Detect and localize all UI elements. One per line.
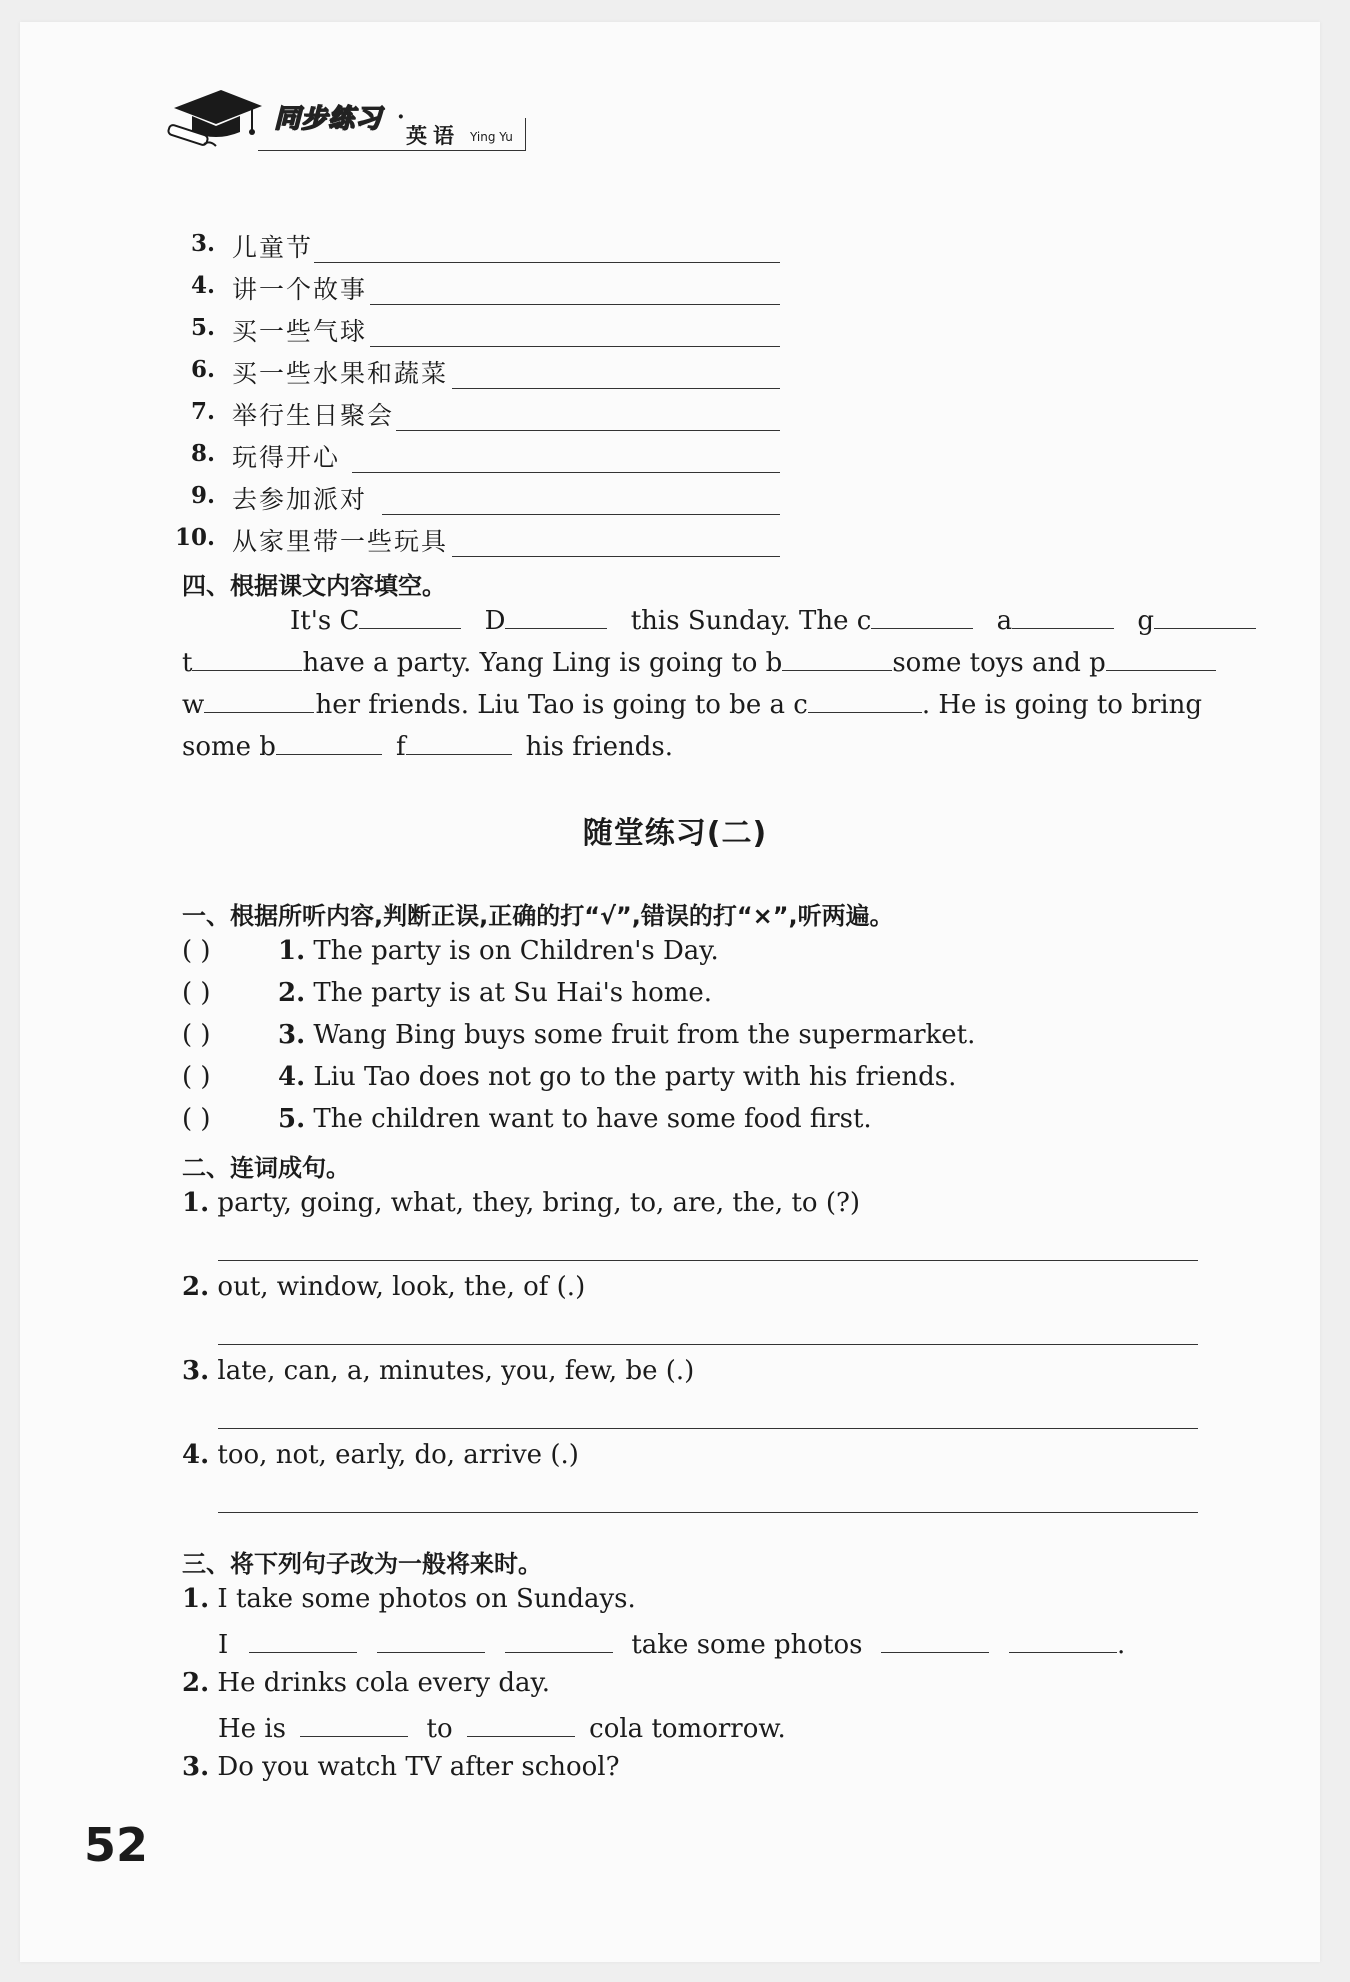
vocab-chinese: 从家里带一些玩具 — [232, 527, 449, 556]
item-number: 2. — [182, 1272, 210, 1302]
section-heading: 三、将下列句子改为一般将来时。 — [182, 1550, 542, 1578]
answer-parentheses[interactable]: ( ) — [182, 978, 211, 1008]
question-item — [182, 1668, 550, 1698]
fill-blank[interactable] — [406, 728, 512, 755]
item-number: 3. — [182, 1752, 210, 1782]
item-number: 2. — [278, 978, 306, 1008]
section-heading: 二、连词成句。 — [182, 1154, 350, 1182]
subject-pinyin: Ying Yu — [470, 130, 513, 144]
fill-blank[interactable] — [192, 644, 302, 671]
passage-text: g — [1137, 606, 1154, 636]
passage-line — [182, 726, 1202, 768]
item-text: He drinks cola every day. — [217, 1668, 551, 1698]
answer-blank[interactable] — [352, 472, 780, 473]
item-text: Liu Tao does not go to the party with his friends. — [313, 1062, 957, 1092]
passage-text: some toys and p — [892, 648, 1106, 678]
fill-blank[interactable] — [300, 1710, 408, 1737]
page-number: 52 — [84, 1818, 149, 1872]
passage-text: It's C — [290, 606, 360, 636]
item-number: 1. — [182, 1584, 210, 1614]
passage-line — [182, 642, 1202, 684]
fill-blank[interactable] — [871, 602, 973, 629]
fill-blank[interactable] — [276, 728, 382, 755]
vocab-number: 9. — [190, 482, 215, 509]
question-item — [182, 1752, 620, 1782]
item-number: 4. — [278, 1062, 306, 1092]
fill-blank[interactable] — [249, 1626, 357, 1653]
answer-blank[interactable] — [396, 430, 780, 431]
passage-text: his friends. — [525, 732, 673, 762]
answer-parentheses[interactable]: ( ) — [182, 1104, 211, 1134]
fill-blank[interactable] — [1154, 602, 1256, 629]
answer-parentheses[interactable]: ( ) — [182, 1020, 211, 1050]
item-number: 3. — [182, 1356, 210, 1386]
item-number: 1. — [278, 936, 306, 966]
item-text: late, can, a, minutes, you, few, be (.) — [217, 1356, 695, 1386]
vocab-number: 4. — [190, 272, 215, 299]
fill-blank[interactable] — [359, 602, 461, 629]
item-text: party, going, what, they, bring, to, are, the, to (?) — [217, 1188, 861, 1218]
passage-text: have a party. Yang Ling is going to b — [302, 648, 783, 678]
fill-blank[interactable] — [808, 686, 922, 713]
item-text: The party is at Su Hai's home. — [313, 978, 713, 1008]
passage-line — [182, 684, 1202, 726]
vocab-chinese: 儿童节 — [232, 233, 314, 262]
answer-parentheses[interactable]: ( ) — [182, 1062, 211, 1092]
item-text: out, window, look, the, of (.) — [217, 1272, 586, 1302]
item-number: 3. — [278, 1020, 306, 1050]
fill-blank[interactable] — [467, 1710, 575, 1737]
question-item — [182, 1356, 694, 1386]
fill-blank[interactable] — [505, 602, 607, 629]
passage-text: a — [996, 606, 1013, 636]
answer-blank[interactable] — [370, 304, 780, 305]
fill-blank[interactable] — [1106, 644, 1216, 671]
vocab-chinese: 买一些水果和蔬菜 — [232, 359, 449, 388]
fill-blank[interactable] — [1009, 1626, 1117, 1653]
fill-blank[interactable] — [204, 686, 314, 713]
section-heading: 四、根据课文内容填空。 — [182, 572, 446, 600]
question-item — [182, 1272, 585, 1302]
passage-text: D — [484, 606, 506, 636]
list-item — [182, 1062, 956, 1092]
answer-blank[interactable] — [370, 346, 780, 347]
passage-line — [236, 600, 1256, 642]
item-number: 5. — [278, 1104, 306, 1134]
answer-text: I — [218, 1630, 229, 1660]
answer-row — [218, 1626, 1125, 1660]
vocab-chinese: 讲一个故事 — [232, 275, 368, 304]
fill-blank[interactable] — [505, 1626, 613, 1653]
vocab-chinese: 玩得开心 — [232, 443, 341, 472]
answer-blank[interactable] — [452, 388, 780, 389]
passage-text: w — [182, 690, 205, 720]
vocab-chinese: 去参加派对 — [232, 485, 368, 514]
vocab-number: 8. — [190, 440, 215, 467]
passage-text: . He is going to bring — [921, 690, 1202, 720]
vocab-number: 6. — [190, 356, 215, 383]
answer-row — [218, 1710, 786, 1744]
item-text: The children want to have some food first. — [313, 1104, 872, 1134]
passage-text: t — [182, 648, 193, 678]
vocab-number: 10. — [175, 524, 216, 551]
answer-text: He is — [218, 1714, 286, 1744]
header-dot: · — [397, 104, 405, 130]
header-underline — [258, 150, 526, 151]
vocab-number: 7. — [190, 398, 215, 425]
item-number: 2. — [182, 1668, 210, 1698]
question-item — [182, 1584, 636, 1614]
vocab-number: 5. — [190, 314, 215, 341]
vocab-chinese: 买一些气球 — [232, 317, 368, 346]
header-divider — [525, 118, 526, 151]
answer-blank[interactable] — [314, 262, 780, 263]
graduation-cap-icon — [166, 86, 266, 156]
fill-blank[interactable] — [1012, 602, 1114, 629]
list-item — [182, 1020, 975, 1050]
item-number: 1. — [182, 1188, 210, 1218]
list-item — [182, 978, 712, 1008]
answer-blank[interactable] — [382, 514, 780, 515]
item-text: too, not, early, do, arrive (.) — [217, 1440, 579, 1470]
series-title: 同步练习 — [274, 104, 383, 134]
fill-blank[interactable] — [782, 644, 892, 671]
item-text: I take some photos on Sundays. — [217, 1584, 636, 1614]
item-text: The party is on Children's Day. — [313, 936, 719, 966]
section-heading: 一、根据所听内容,判断正误,正确的打“√”,错误的打“×”,听两遍。 — [182, 902, 894, 930]
section-title: 随堂练习(二) — [582, 816, 768, 851]
answer-text: take some photos — [631, 1630, 863, 1660]
answer-blank[interactable] — [452, 556, 780, 557]
passage-text: this Sunday. The c — [630, 606, 872, 636]
passage-text: some b — [182, 732, 276, 762]
vocab-chinese: 举行生日聚会 — [232, 401, 395, 430]
list-item — [182, 936, 719, 966]
fill-blank[interactable] — [881, 1626, 989, 1653]
answer-line[interactable] — [218, 1512, 1198, 1513]
subject-label: 英语 — [406, 124, 460, 148]
answer-line[interactable] — [218, 1344, 1198, 1345]
answer-text: to — [426, 1714, 453, 1744]
question-item — [182, 1440, 579, 1470]
item-text: Do you watch TV after school? — [217, 1752, 620, 1782]
answer-line[interactable] — [218, 1260, 1198, 1261]
item-text: Wang Bing buys some fruit from the supermarket. — [313, 1020, 976, 1050]
answer-text: cola tomorrow. — [589, 1714, 786, 1744]
question-item — [182, 1188, 860, 1218]
fill-blank[interactable] — [377, 1626, 485, 1653]
answer-text: . — [1117, 1630, 1126, 1660]
answer-parentheses[interactable]: ( ) — [182, 936, 211, 966]
passage-text: her friends. Liu Tao is going to be a c — [315, 690, 808, 720]
item-number: 4. — [182, 1440, 210, 1470]
list-item — [182, 1104, 872, 1134]
vocab-number: 3. — [190, 230, 215, 257]
answer-line[interactable] — [218, 1428, 1198, 1429]
passage-text: f — [395, 732, 406, 762]
